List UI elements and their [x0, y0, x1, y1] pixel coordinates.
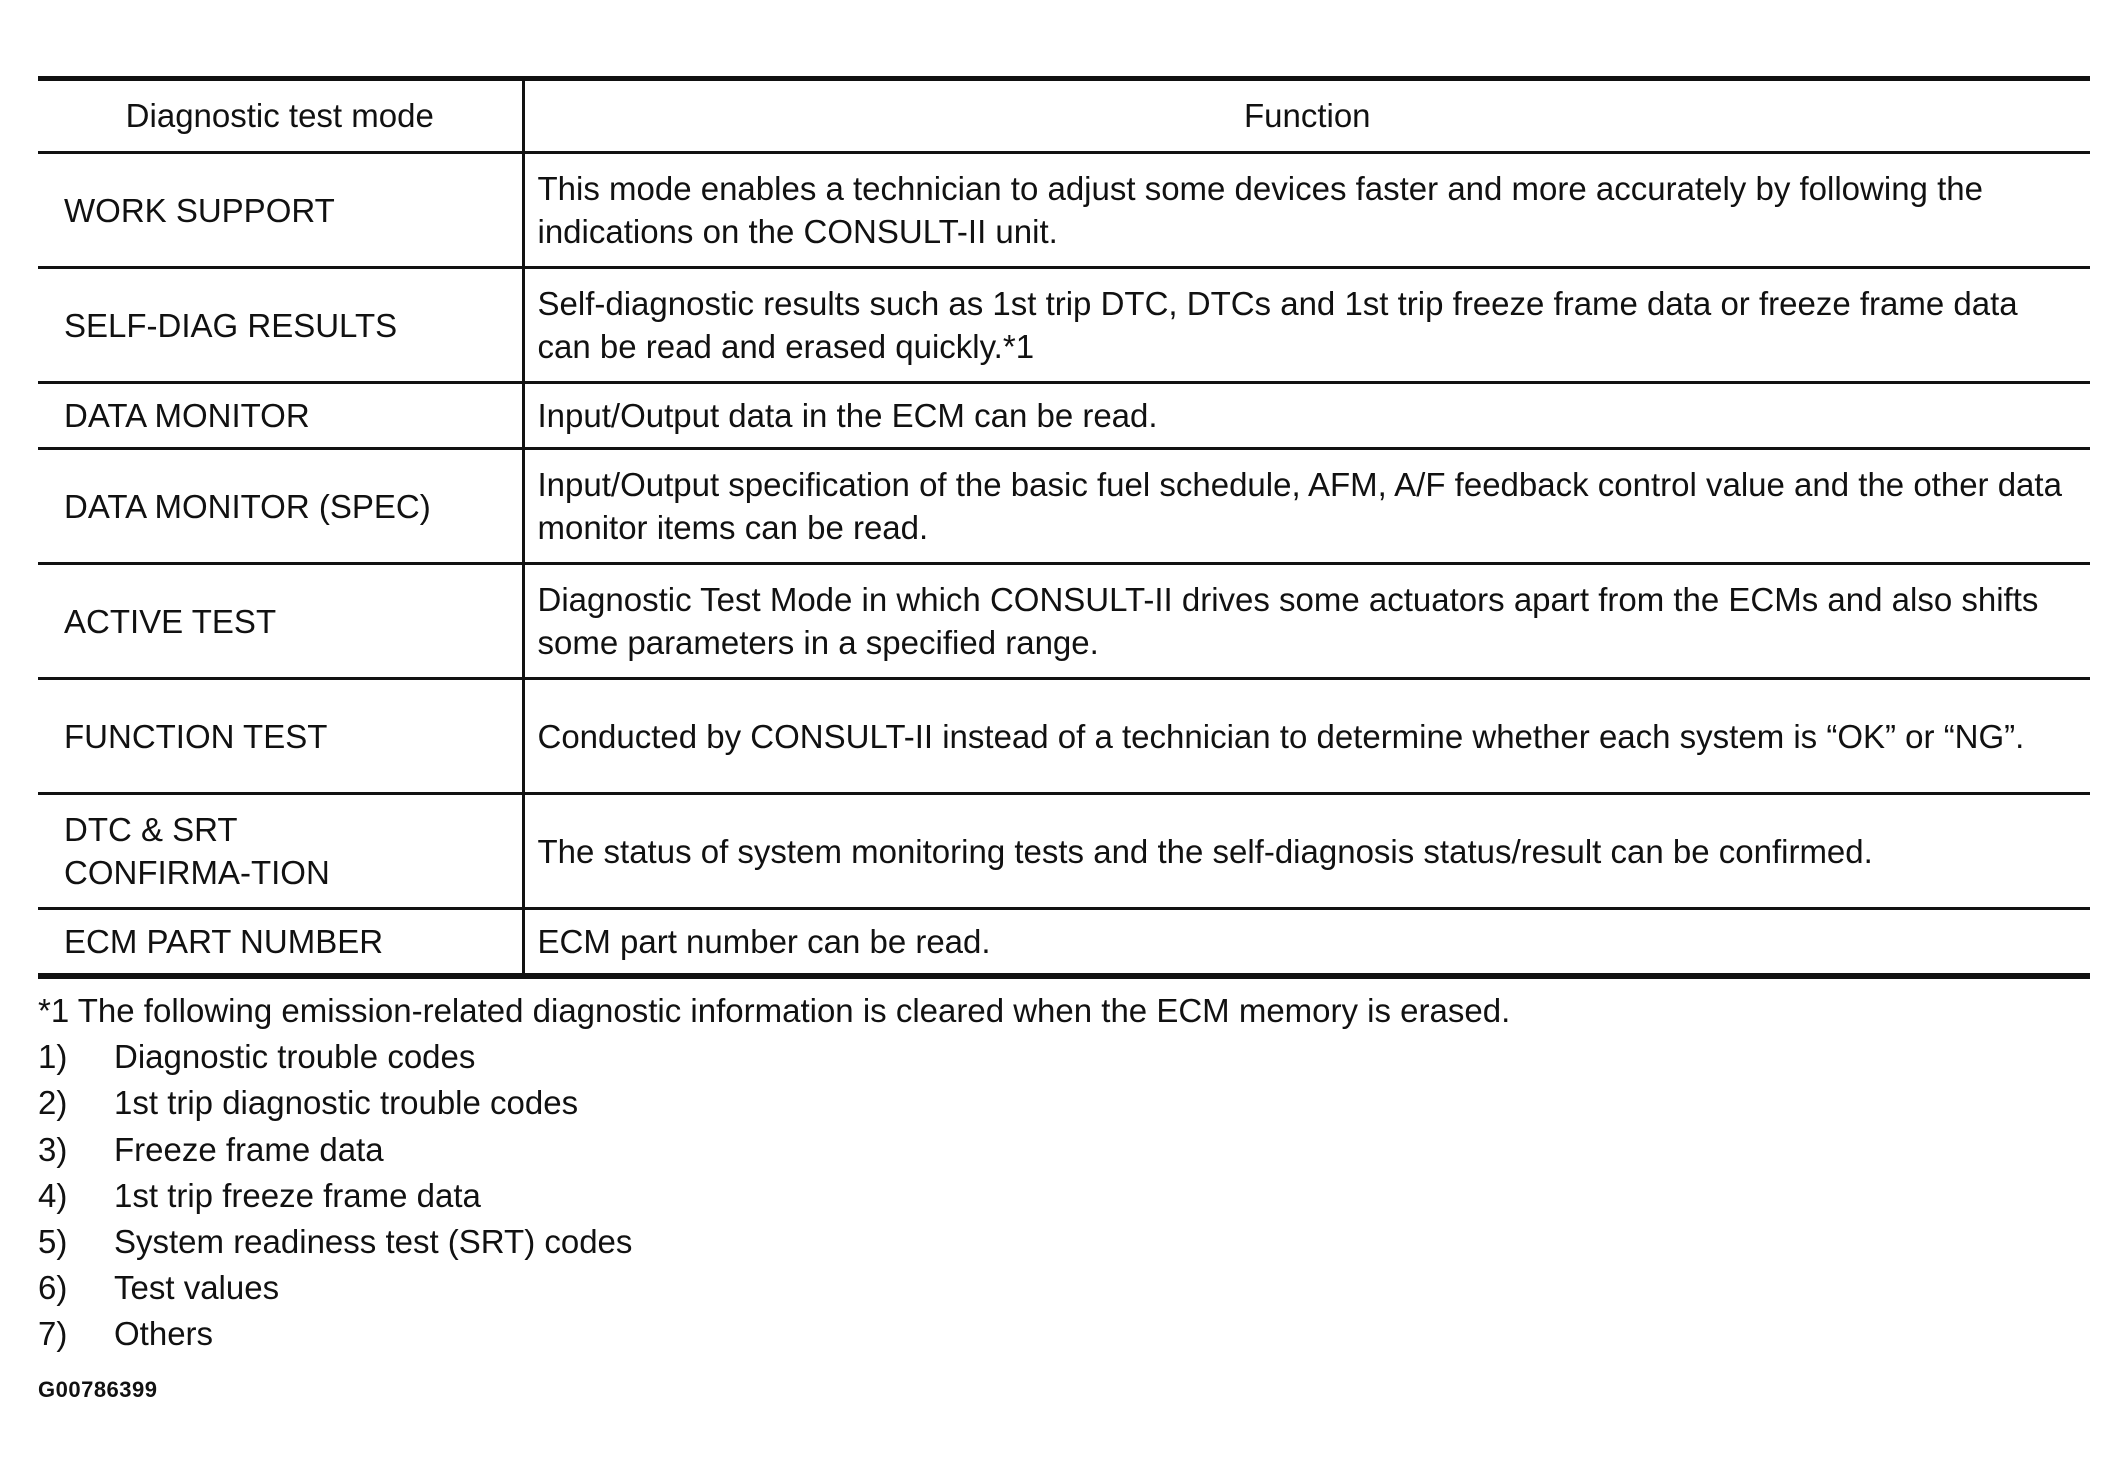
list-item-text: 1st trip diagnostic trouble codes — [114, 1084, 579, 1122]
footnote-intro: *1 The following emission-related diagnostic information is cleared when the ECM memory is erased. — [38, 992, 1511, 1029]
list-item-number: 6) — [38, 1269, 68, 1307]
mode-cell: DATA MONITOR — [38, 383, 523, 449]
list-item-number: 3) — [38, 1130, 68, 1168]
list-item — [38, 1219, 2090, 1265]
list-item — [38, 1127, 2090, 1173]
list-item — [38, 1311, 2090, 1357]
list-item — [38, 1080, 2090, 1126]
function-cell: Conducted by CONSULT-II instead of a technician to determine whether each system is “OK” or “NG”. — [537, 717, 2025, 755]
mode-cell: ACTIVE TEST — [38, 564, 523, 679]
figure-id: G00786399 — [38, 1377, 158, 1402]
function-cell: ECM part number can be read. — [537, 923, 991, 960]
function-cell: Input/Output specification of the basic fuel schedule, AFM, A/F feedback control value and the other data monitor items can be read. — [537, 466, 2062, 546]
list-item-text: Freeze frame data — [114, 1130, 384, 1168]
list-item-number: 7) — [38, 1315, 68, 1353]
table-header-row — [38, 79, 2090, 153]
mode-cell: FUNCTION TEST — [38, 679, 523, 794]
mode-cell: DATA MONITOR (SPEC) — [38, 449, 523, 564]
diagnostic-mode-table — [38, 76, 2090, 979]
header-function: Function — [1243, 97, 1371, 134]
table-row — [38, 449, 2090, 564]
list-item-number: 1) — [38, 1038, 68, 1076]
mode-cell: ECM PART NUMBER — [38, 909, 523, 977]
list-item-number: 2) — [38, 1084, 68, 1122]
table-row — [38, 909, 2090, 977]
header-mode: Diagnostic test mode — [38, 79, 523, 153]
list-item — [38, 1034, 2090, 1080]
list-item-text: System readiness test (SRT) codes — [114, 1223, 633, 1261]
table-row — [38, 268, 2090, 383]
list-item-text: Others — [114, 1315, 214, 1353]
table-row — [38, 794, 2090, 909]
function-cell: Diagnostic Test Mode in which CONSULT-II drives some actuators apart from the ECMs and also shifts some parameters in a specified range. — [537, 581, 2039, 661]
list-item-text: 1st trip freeze frame data — [114, 1176, 481, 1214]
table-row — [38, 383, 2090, 449]
cleared-info-list — [38, 1034, 2090, 1357]
table-row — [38, 564, 2090, 679]
table-row — [38, 153, 2090, 268]
function-cell: Self-diagnostic results such as 1st trip DTC, DTCs and 1st trip freeze frame data or freeze frame data can be read and erased quickly.*1 — [537, 285, 2018, 365]
function-cell: Input/Output data in the ECM can be read. — [537, 397, 1158, 434]
list-item-number: 4) — [38, 1176, 68, 1214]
mode-cell: WORK SUPPORT — [38, 153, 523, 268]
function-cell: The status of system monitoring tests and the self-diagnosis status/result can be confirmed. — [537, 832, 1873, 870]
mode-cell: SELF-DIAG RESULTS — [38, 268, 523, 383]
function-cell: This mode enables a technician to adjust some devices faster and more accurately by following the indications on the CONSULT-II unit. — [537, 170, 1983, 250]
table-row — [38, 679, 2090, 794]
list-item — [38, 1173, 2090, 1219]
mode-cell: DTC & SRT CONFIRMA-TION — [38, 794, 523, 909]
list-item — [38, 1265, 2090, 1311]
list-item-text: Diagnostic trouble codes — [114, 1038, 476, 1076]
list-item-number: 5) — [38, 1223, 68, 1261]
footnotes — [38, 988, 2090, 1358]
list-item-text: Test values — [114, 1269, 280, 1307]
